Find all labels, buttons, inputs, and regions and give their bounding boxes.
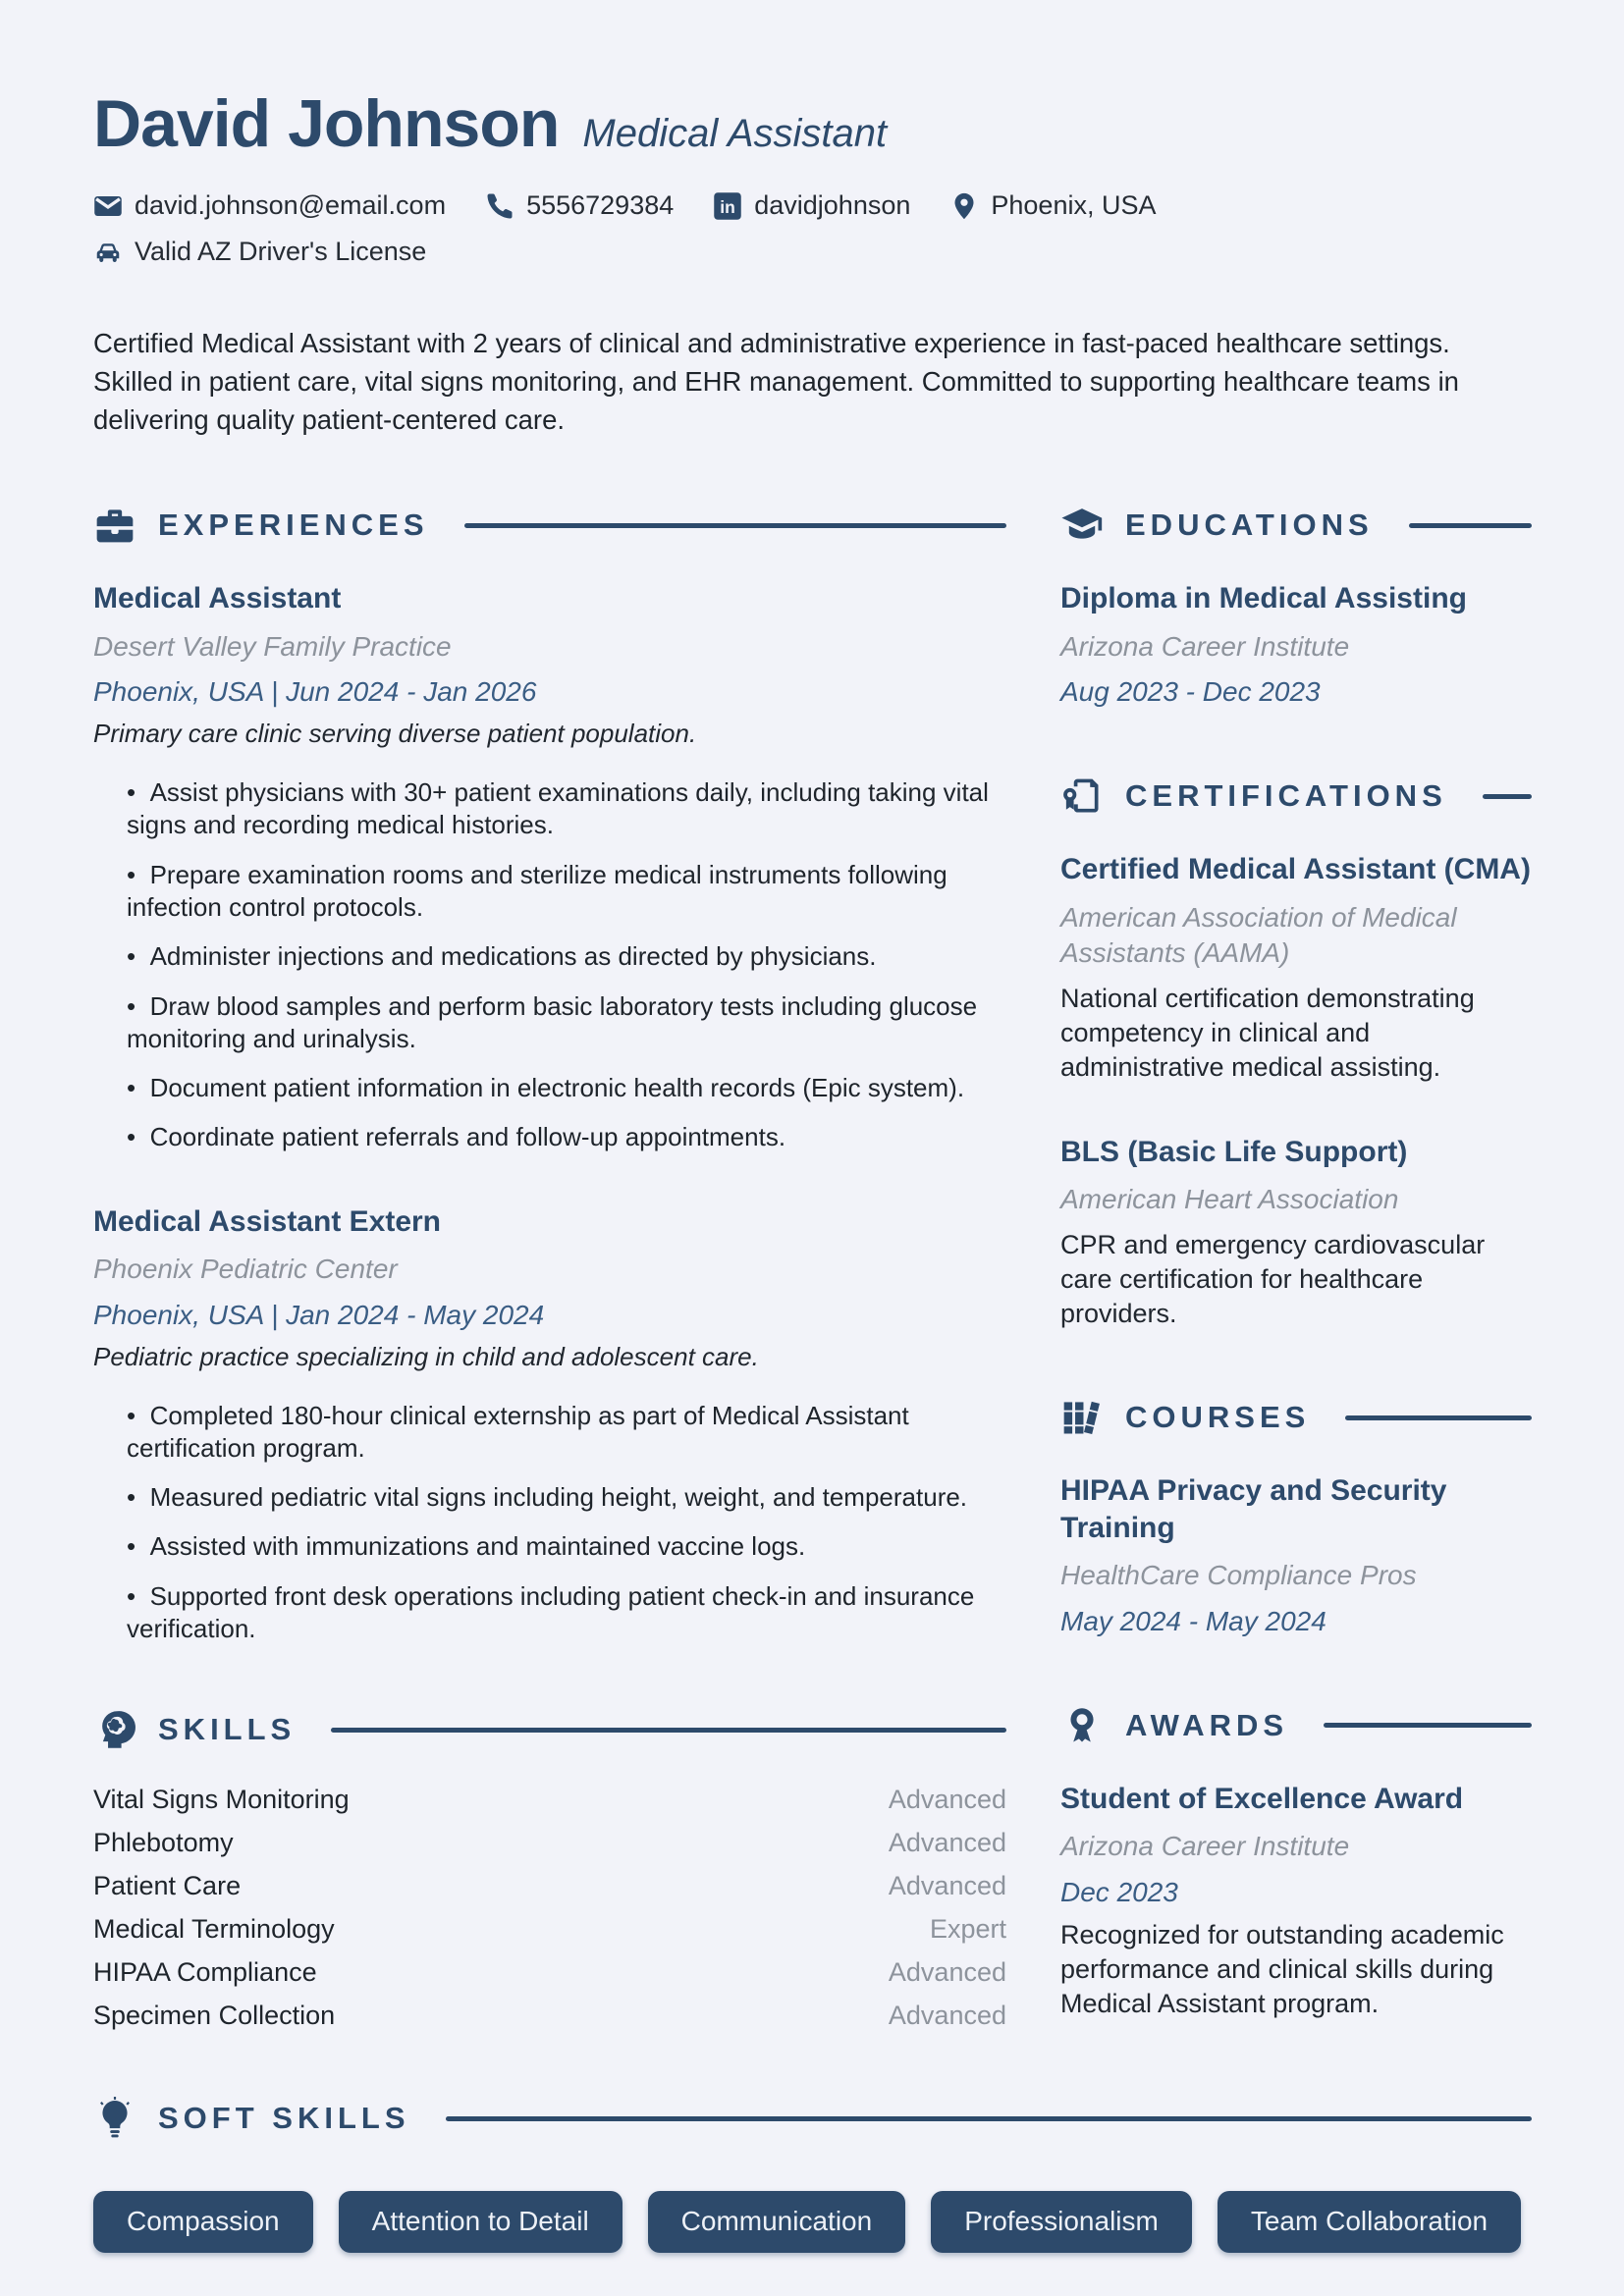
job-location-dates: Phoenix, USA | Jun 2024 - Jan 2026: [93, 676, 537, 708]
skill-row: [93, 2001, 1006, 2031]
contact-license: [93, 237, 426, 267]
section-awards: [1060, 1704, 1532, 2022]
certification-name: BLS (Basic Life Support): [1060, 1135, 1408, 1168]
skill-row: [93, 1914, 1006, 1945]
section-rule: [1345, 1415, 1532, 1420]
soft-skill-chips: [93, 2191, 1532, 2253]
skill-row: [93, 1785, 1006, 1815]
skill-level: Advanced: [888, 1871, 1006, 1901]
awards-header: [1060, 1704, 1532, 1747]
skill-row: [93, 1828, 1006, 1858]
section-skills: [93, 1708, 1006, 2031]
educations-title: EDUCATIONS: [1125, 507, 1374, 543]
education-dates: Aug 2023 - Dec 2023: [1060, 676, 1321, 708]
certifications-title: CERTIFICATIONS: [1125, 778, 1447, 814]
award-issuer: Arizona Career Institute: [1060, 1831, 1350, 1862]
skills-title: SKILLS: [158, 1712, 297, 1747]
section-rule: [1409, 523, 1532, 528]
person-job-title: Medical Assistant: [582, 112, 888, 155]
course-name: HIPAA Privacy and Security Training: [1060, 1474, 1447, 1544]
soft-skill-chip: Communication: [648, 2191, 906, 2253]
car-icon: [93, 238, 123, 267]
professional-summary: Certified Medical Assistant with 2 years of clinical and administrative experience in fast-paced healthcare settings. Skilled in patient care, vital signs monitoring, and EHR management. Committed to supporting healthcare teams in delivering quality patient-centered care.: [93, 328, 1459, 436]
job-title: Medical Assistant: [93, 582, 342, 615]
education-degree: Diploma in Medical Assisting: [1060, 582, 1467, 615]
skill-level: Advanced: [888, 2001, 1006, 2031]
section-rule: [464, 523, 1006, 528]
skill-level: Advanced: [888, 1957, 1006, 1988]
job-description: Primary care clinic serving diverse patient population.: [93, 719, 697, 749]
phone-icon: [485, 191, 514, 221]
skill-row: [93, 1871, 1006, 1901]
envelope-icon: [93, 191, 123, 221]
location-pin-icon: [949, 191, 979, 221]
soft-skill-chip: Attention to Detail: [339, 2191, 623, 2253]
soft-skills-title: SOFT SKILLS: [158, 2101, 410, 2136]
certification-name: Certified Medical Assistant (CMA): [1060, 853, 1531, 886]
resume-body: [93, 504, 1532, 2044]
job-bullet: • Coordinate patient referrals and follow-up appointments.: [93, 1121, 1006, 1153]
contact-linkedin-text: davidjohnson: [754, 190, 911, 220]
certification-entry: [1060, 851, 1532, 1085]
left-column: [93, 504, 1006, 2044]
skill-name: Phlebotomy: [93, 1828, 234, 1858]
job-title: Medical Assistant Extern: [93, 1204, 442, 1238]
contact-license-text: Valid AZ Driver's License: [135, 237, 427, 266]
soft-skill-chip: Professionalism: [931, 2191, 1192, 2253]
job-company: Desert Valley Family Practice: [93, 630, 452, 662]
books-icon: [1060, 1396, 1104, 1439]
job-bullet: • Completed 180-hour clinical externship as part of Medical Assistant certification program.: [93, 1400, 1006, 1466]
job-location-dates: Phoenix, USA | Jan 2024 - May 2024: [93, 1299, 545, 1330]
medal-icon: [1060, 1704, 1104, 1747]
award-entry: [1060, 1781, 1532, 2022]
lightbulb-icon: [93, 2097, 136, 2140]
educations-header: [1060, 504, 1532, 547]
section-experiences: [93, 504, 1006, 1645]
skill-name: Patient Care: [93, 1871, 242, 1901]
section-soft-skills: [93, 2097, 1532, 2253]
job-bullet: • Assist physicians with 30+ patient examinations daily, including taking vital signs and recording medical histories.: [93, 776, 1006, 842]
job-bullet: • Administer injections and medications as directed by physicians.: [93, 940, 1006, 973]
certification-issuer: American Heart Association: [1060, 1184, 1399, 1215]
contact-info: [93, 190, 1532, 267]
soft-skill-chip: Compassion: [93, 2191, 313, 2253]
award-description: Recognized for outstanding academic performance and clinical skills during Medical Assistant program.: [1060, 1920, 1504, 2019]
section-rule: [331, 1728, 1006, 1733]
skill-level: Expert: [929, 1914, 1006, 1945]
award-date: Dec 2023: [1060, 1876, 1178, 1907]
person-name: David Johnson: [93, 86, 560, 161]
job-bullet: • Prepare examination rooms and sterilize medical instruments following infection control protocols.: [93, 859, 1006, 925]
education-entry: [1060, 580, 1532, 710]
contact-phone-text: 5556729384: [526, 190, 675, 220]
skills-header: [93, 1708, 1006, 1751]
experiences-title: EXPERIENCES: [158, 507, 429, 543]
skill-name: Medical Terminology: [93, 1914, 335, 1945]
contact-row-1: [93, 190, 1532, 221]
contact-email-text: david.johnson@email.com: [135, 190, 447, 220]
linkedin-icon: [713, 191, 742, 221]
soft-skills-header: [93, 2097, 1532, 2140]
job-bullets: [93, 776, 1006, 1153]
head-brain-icon: [93, 1708, 136, 1751]
contact-location: [949, 190, 1156, 221]
awards-title: AWARDS: [1125, 1707, 1289, 1742]
section-rule: [1483, 794, 1532, 799]
svg-text:in: in: [720, 196, 736, 217]
education-school: Arizona Career Institute: [1060, 630, 1350, 662]
contact-phone[interactable]: [485, 190, 674, 221]
skill-row: [93, 1957, 1006, 1988]
course-dates: May 2024 - May 2024: [1060, 1605, 1326, 1636]
contact-email[interactable]: [93, 190, 446, 221]
job-bullet: • Draw blood samples and perform basic laboratory tests including glucose monitoring and urinalysis.: [93, 990, 1006, 1056]
briefcase-icon: [93, 504, 136, 547]
section-educations: [1060, 504, 1532, 710]
experiences-header: [93, 504, 1006, 547]
job-bullet: • Supported front desk operations including patient check-in and insurance verification.: [93, 1580, 1006, 1646]
courses-title: COURSES: [1125, 1400, 1311, 1435]
award-name: Student of Excellence Award: [1060, 1782, 1464, 1815]
skill-name: HIPAA Compliance: [93, 1957, 317, 1988]
skill-level: Advanced: [888, 1785, 1006, 1815]
job-bullets: [93, 1400, 1006, 1646]
job-description: Pediatric practice specializing in child and adolescent care.: [93, 1341, 759, 1371]
contact-location-text: Phoenix, USA: [991, 190, 1157, 220]
certification-description: CPR and emergency cardiovascular care certification for healthcare providers.: [1060, 1229, 1486, 1329]
job-bullet: • Measured pediatric vital signs including height, weight, and temperature.: [93, 1481, 1006, 1514]
skill-name: Specimen Collection: [93, 2001, 336, 2031]
certifications-header: [1060, 774, 1532, 818]
section-courses: [1060, 1396, 1532, 1639]
section-rule: [1324, 1723, 1532, 1728]
header: [93, 86, 1532, 161]
right-column: [1060, 504, 1532, 2044]
job-bullet: • Assisted with immunizations and maintained vaccine logs.: [93, 1530, 1006, 1563]
courses-header: [1060, 1396, 1532, 1439]
certification-description: National certification demonstrating competency in clinical and administrative medical assisting.: [1060, 983, 1475, 1082]
course-provider: HealthCare Compliance Pros: [1060, 1560, 1417, 1591]
experience-entry: [93, 1203, 1006, 1646]
course-entry: [1060, 1472, 1532, 1639]
section-rule: [446, 2116, 1533, 2121]
contact-linkedin[interactable]: [713, 190, 910, 221]
section-certifications: [1060, 774, 1532, 1331]
experience-entry: [93, 580, 1006, 1153]
certification-entry: [1060, 1134, 1532, 1331]
soft-skill-chip: Team Collaboration: [1218, 2191, 1521, 2253]
graduation-cap-icon: [1060, 504, 1104, 547]
job-bullet: • Document patient information in electronic health records (Epic system).: [93, 1072, 1006, 1104]
skill-level: Advanced: [888, 1828, 1006, 1858]
skill-name: Vital Signs Monitoring: [93, 1785, 350, 1815]
certificate-icon: [1060, 774, 1104, 818]
contact-row-2: [93, 237, 1532, 267]
job-company: Phoenix Pediatric Center: [93, 1254, 398, 1285]
certification-issuer: American Association of Medical Assistants (AAMA): [1060, 901, 1457, 969]
